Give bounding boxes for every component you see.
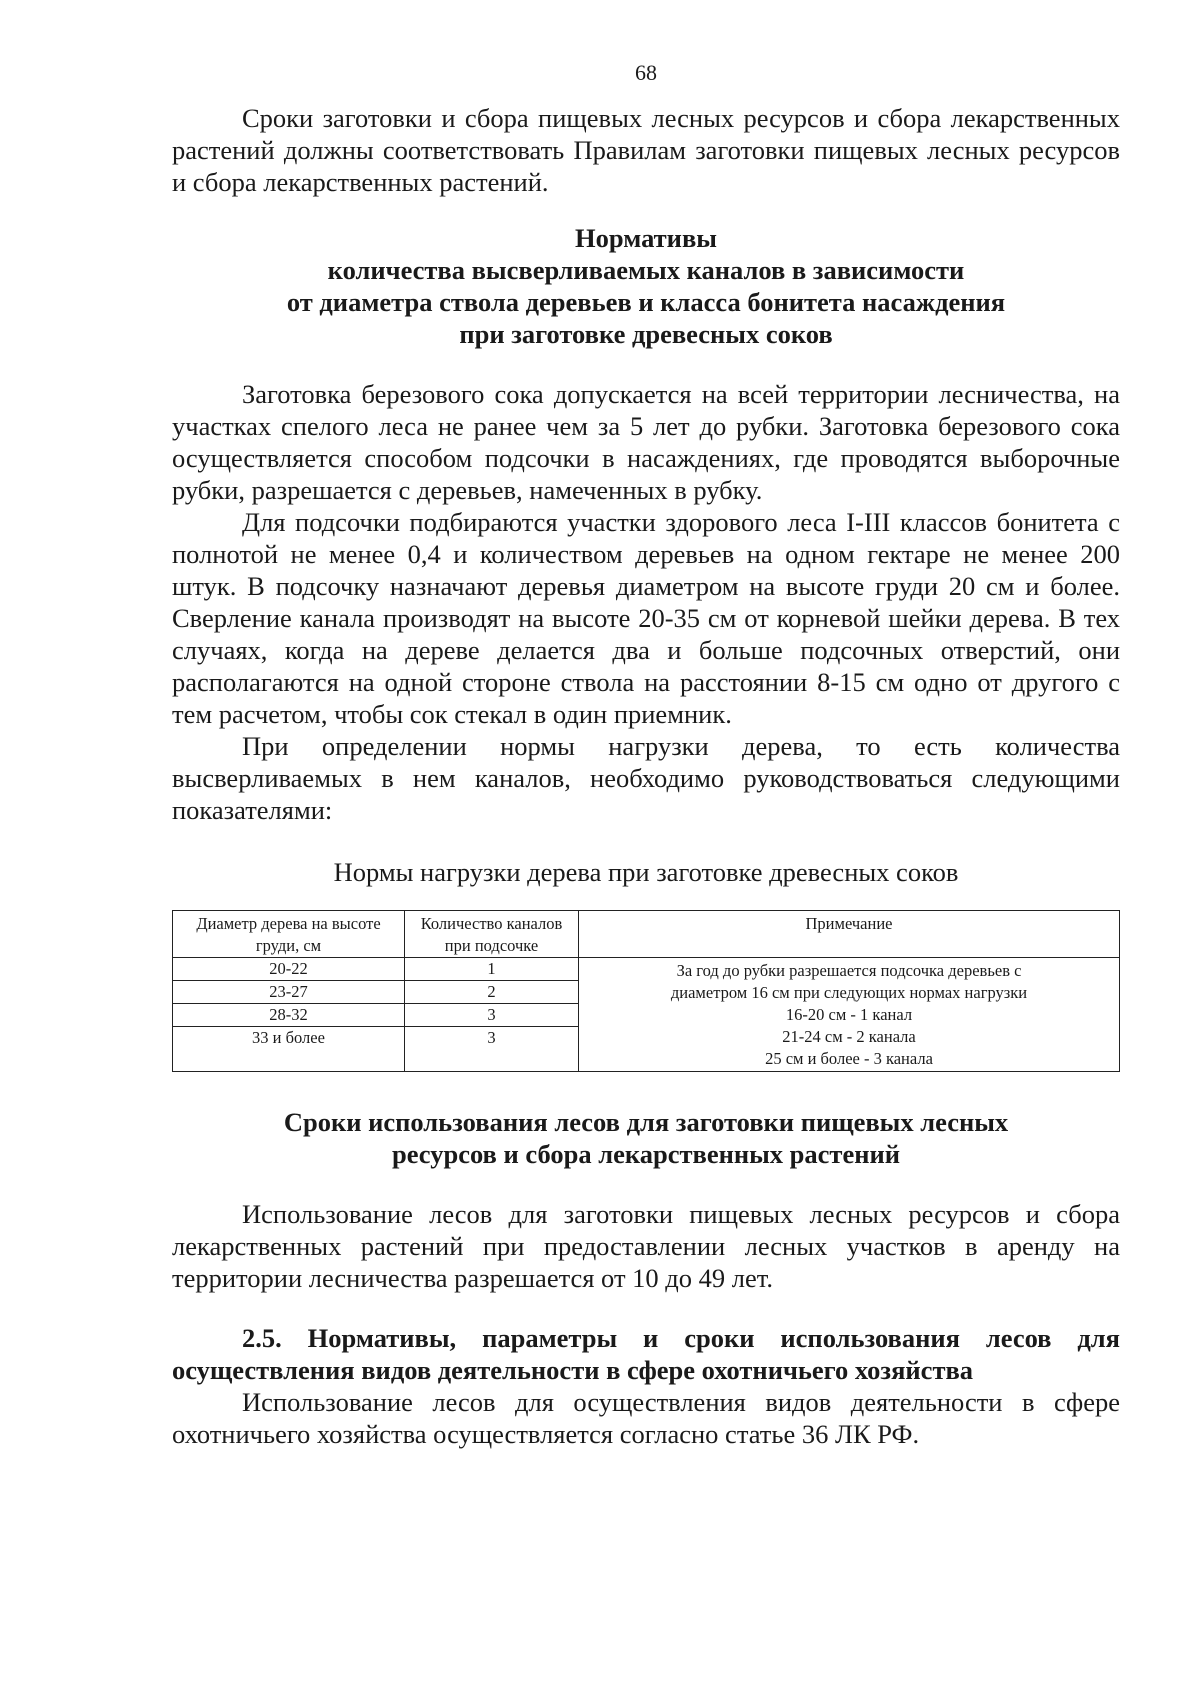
sap-paragraph-2: Для подсочки подбираются участки здорового леса I-III классов бонитета с полнотой не менее 0,4 и количеством деревьев на одном гектаре не менее 200 штук. В подсочку назначают деревья диаметром на высоте груди 20 см и более. Сверление канала производят на высоте 20-35 см от корневой шейки дерева. В тех случаях, когда на дереве делается два и больше подсочных отверстий, они располагаются на одной стороне ствола на расстоянии 8-15 см одно от другого с тем расчетом, чтобы сок стекал в один приемник.: [172, 507, 1120, 729]
section-2-5-paragraph: Использование лесов для осуществления видов деятельности в сфере охотничьего хозяйства осуществляется согласно статье 36 ЛК РФ.: [172, 1387, 1120, 1449]
sap-norms-table: [172, 910, 1120, 1072]
section-2-5-heading: 2.5. Нормативы, параметры и сроки использования лесов для осуществления видов деятельности в сфере охотничьего хозяйства: [172, 1323, 1120, 1385]
note-line-3: 16-20 см - 1 канал: [785, 1005, 913, 1024]
intro-paragraph: Сроки заготовки и сбора пищевых лесных ресурсов и сбора лекарственных растений должны соответствовать Правилам заготовки пищевых лесных ресурсов и сбора лекарственных растений.: [172, 103, 1120, 197]
cell-channels: 1: [405, 958, 579, 981]
sap-heading: [172, 222, 1120, 350]
page-number: 68: [635, 60, 657, 85]
note-line-5: 25 см и более - 3 канала: [765, 1049, 933, 1068]
terms-paragraph: Использование лесов для заготовки пищевых лесных ресурсов и сбора лекарственных растений при предоставлении лесных участков в аренду на территории лесничества разрешается от 10 до 49 лет.: [172, 1199, 1120, 1293]
page-content: [172, 60, 1120, 1450]
terms-heading-line-1: Сроки использования лесов для заготовки пищевых лесных: [283, 1107, 1009, 1137]
sap-heading-line-4: при заготовке древесных соков: [459, 319, 833, 349]
note-line-4: 21-24 см - 2 канала: [782, 1027, 916, 1046]
table-header-row: [173, 911, 1120, 958]
table-caption: Нормы нагрузки дерева при заготовке древесных соков: [333, 857, 959, 887]
header-channels: Количество каналов при подсочке: [405, 911, 579, 958]
terms-heading-line-2: ресурсов и сбора лекарственных растений: [391, 1139, 901, 1169]
note-line-2: диаметром 16 см при следующих нормах нагрузки: [670, 983, 1028, 1002]
cell-channels: 3: [405, 1027, 579, 1072]
sap-paragraph-1: Заготовка березового сока допускается на всей территории лесничества, на участках спелого леса не ранее чем за 5 лет до рубки. Заготовка березового сока осуществляется способом подсочки в насаждениях, где проводятся выборочные рубки, разрешается с деревьев, намеченных в рубку.: [172, 379, 1120, 505]
header-diameter: Диаметр дерева на высоте груди, см: [173, 911, 405, 958]
cell-channels: 2: [405, 981, 579, 1004]
sap-heading-line-2: количества высверливаемых каналов в зависимости: [327, 255, 965, 285]
cell-note: [579, 958, 1120, 1072]
terms-heading: [172, 1106, 1120, 1170]
sap-paragraph-3: При определении нормы нагрузки дерева, то есть количества высверливаемых в нем каналов, необходимо руководствоваться следующими показателями:: [172, 731, 1120, 825]
table-row: [173, 958, 1120, 981]
sap-heading-line-3: от диаметра ствола деревьев и класса бонитета насаждения: [286, 287, 1006, 317]
cell-channels: 3: [405, 1004, 579, 1027]
cell-diameter: 28-32: [173, 1004, 405, 1027]
cell-diameter: 23-27: [173, 981, 405, 1004]
header-note: Примечание: [579, 911, 1120, 958]
note-line-1: За год до рубки разрешается подсочка деревьев с: [676, 961, 1022, 980]
cell-diameter: 20-22: [173, 958, 405, 981]
cell-diameter: 33 и более: [173, 1027, 405, 1072]
sap-heading-line-1: Нормативы: [575, 223, 717, 253]
